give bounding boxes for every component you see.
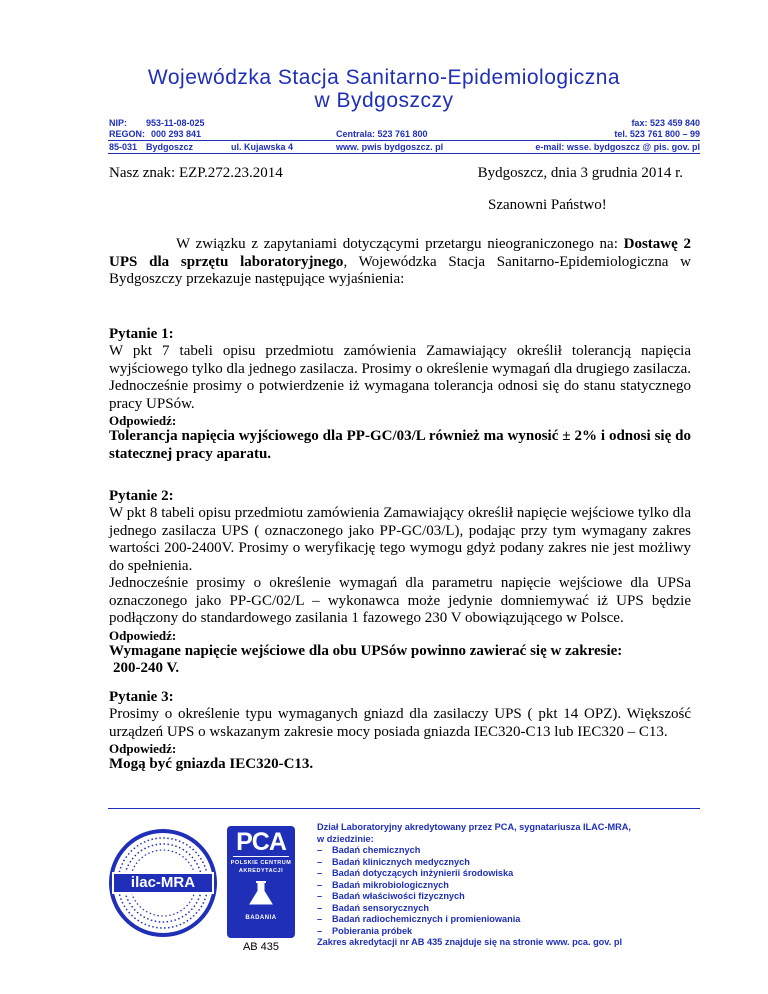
- regon-label: REGON:: [109, 129, 145, 139]
- answer-3-label: Odpowiedź:: [109, 741, 177, 756]
- pca-logo: [227, 826, 295, 938]
- intro-paragraph: [109, 236, 691, 289]
- street-address: ul. Kujawska 4: [231, 142, 294, 152]
- answer-2-range: 200-240 V.: [113, 660, 180, 676]
- pca-badania: BADANIA: [245, 915, 277, 921]
- question-1-text: W pkt 7 tabeli opisu przedmiotu zamówienia Zamawiający określił tolerancją napięcia wyjściowego tylko dla jednego zasilacza. Prosimy o określenie wymagań dla drugiego zasilacza. Jednocześnie prosimy o potwierdzenie iż wymagana tolerancja odnosi się do stanu statycznego pracy UPSów.: [109, 343, 691, 412]
- accreditation-footer: Zakres akredytacji nr AB 435 znajduje się na stronie www. pca. gov. pl: [317, 937, 622, 947]
- institution-title: Wojewódzka Stacja Sanitarno-Epidemiologiczna: [147, 66, 621, 89]
- footer-divider: [108, 808, 700, 809]
- accreditation-item: – Badań mikrobiologicznych: [317, 880, 697, 892]
- pca-logo-rule: [233, 856, 289, 857]
- accreditation-item: – Badań sensorycznych: [317, 903, 697, 915]
- answer-2-text: Wymagane napięcie wejściowe dla obu UPSów powinno zawierać się w zakresie:: [109, 643, 623, 659]
- website-link[interactable]: www. pwis bydgoszcz. pl: [336, 142, 444, 152]
- nip-value: 953-11-08-025: [146, 118, 205, 128]
- question-2-text: W pkt 8 tabeli opisu przedmiotu zamówienia Zamawiający określił napięcie wejściowe tylko dla jednego zasilacza UPS ( oznaczonego jako PP-GC/03/L), podając przy tym wymagany zakres wartości 200-2400V. Prosimy o weryfikację tego wymogu gdyż podany zakres nie jest możliwy do spełnienia.: [109, 505, 691, 574]
- question-2-title: Pytanie 2:: [109, 488, 174, 504]
- pca-line-1: POLSKIE CENTRUM: [230, 860, 292, 866]
- ilac-mra-logo: [108, 828, 218, 938]
- place-date: Bydgoszcz, dnia 3 grudnia 2014 r.: [477, 165, 683, 181]
- accreditation-item: – Badań dotyczących inżynierii środowiska: [317, 868, 697, 880]
- postcode: 85-031: [109, 142, 138, 152]
- salutation: Szanowni Państwo!: [488, 197, 607, 213]
- accreditation-item: – Pobierania próbek: [317, 926, 697, 938]
- pca-line-2: AKREDYTACJI: [238, 868, 284, 874]
- flask-icon: [247, 880, 275, 908]
- nip-label: NIP:: [109, 118, 127, 128]
- ilac-mra-text: ilac-MRA: [130, 874, 196, 891]
- accreditation-number: AB 435: [242, 941, 280, 953]
- accreditation-block: [317, 822, 697, 949]
- centrala-phone: Centrala: 523 761 800: [336, 129, 428, 139]
- answer-2-label: Odpowiedź:: [109, 628, 177, 643]
- question-2-text-2: Jednocześnie prosimy o określenie wymagań dla parametru napięcie wejściowe dla UPSa oznaczonego jako PP-GC/02/L – wykonawca może jedynie domniemywać iż UPS będzie podłączony do standardowego zasilania 1 fazowego 230 V obowiązującego w Polsce.: [109, 575, 691, 626]
- institution-city: w Bydgoszczy: [314, 89, 454, 112]
- accreditation-intro-2: w dziedzinie:: [317, 833, 374, 844]
- intro-text-2: , Wojewódzka Stacja Sanitarno-Epidemiologiczna w Bydgoszczy przekazuje następujące wyjaśnienia:: [109, 253, 691, 287]
- city: Bydgoszcz: [146, 142, 194, 152]
- accreditation-item: – Badań klinicznych medycznych: [317, 857, 697, 869]
- intro-subject: Dostawę 2 UPS dla sprzętu laboratoryjnego: [109, 236, 691, 270]
- intro-text-1: W związku z zapytaniami dotyczącymi przetargu nieograniczonego na:: [176, 236, 624, 252]
- question-1-title: Pytanie 1:: [109, 326, 174, 342]
- email-link[interactable]: e-mail: wsse. bydgoszcz @ pis. gov. pl: [535, 142, 700, 152]
- tel-number: tel. 523 761 800 – 99: [614, 129, 700, 139]
- fax-number: fax: 523 459 840: [631, 118, 700, 128]
- accreditation-intro: Dział Laboratoryjny akredytowany przez PCA, sygnatariusza ILAC-MRA,: [317, 822, 631, 832]
- reference-number: Nasz znak: EZP.272.23.2014: [109, 165, 283, 181]
- pca-logo-text: PCA: [236, 828, 286, 856]
- answer-1-label: Odpowiedź:: [109, 413, 177, 428]
- question-3-text: Prosimy o określenie typu wymaganych gniazd dla zasilaczy UPS ( pkt 14 OPZ). Większość urządzeń UPS o wskazanym zakresie mocy posiada gniazda IEC320-C13 lub IEC320 – C13.: [109, 706, 691, 740]
- accreditation-item: – Badań radiochemicznych i promieniowania: [317, 914, 697, 926]
- header-divider-2: [108, 153, 700, 154]
- header-divider-1: [108, 140, 700, 141]
- accreditation-item: – Badań chemicznych: [317, 845, 697, 857]
- regon-value: 000 293 841: [151, 129, 202, 139]
- answer-3-text: Mogą być gniazda IEC320-C13.: [109, 756, 314, 772]
- answer-1-text: Tolerancja napięcia wyjściowego dla PP-GC/03/L również ma wynosić ± 2% i odnosi się do statecznej pracy aparatu.: [109, 428, 691, 462]
- question-3-title: Pytanie 3:: [109, 689, 174, 705]
- accreditation-item: – Badań właściwości fizycznych: [317, 891, 697, 903]
